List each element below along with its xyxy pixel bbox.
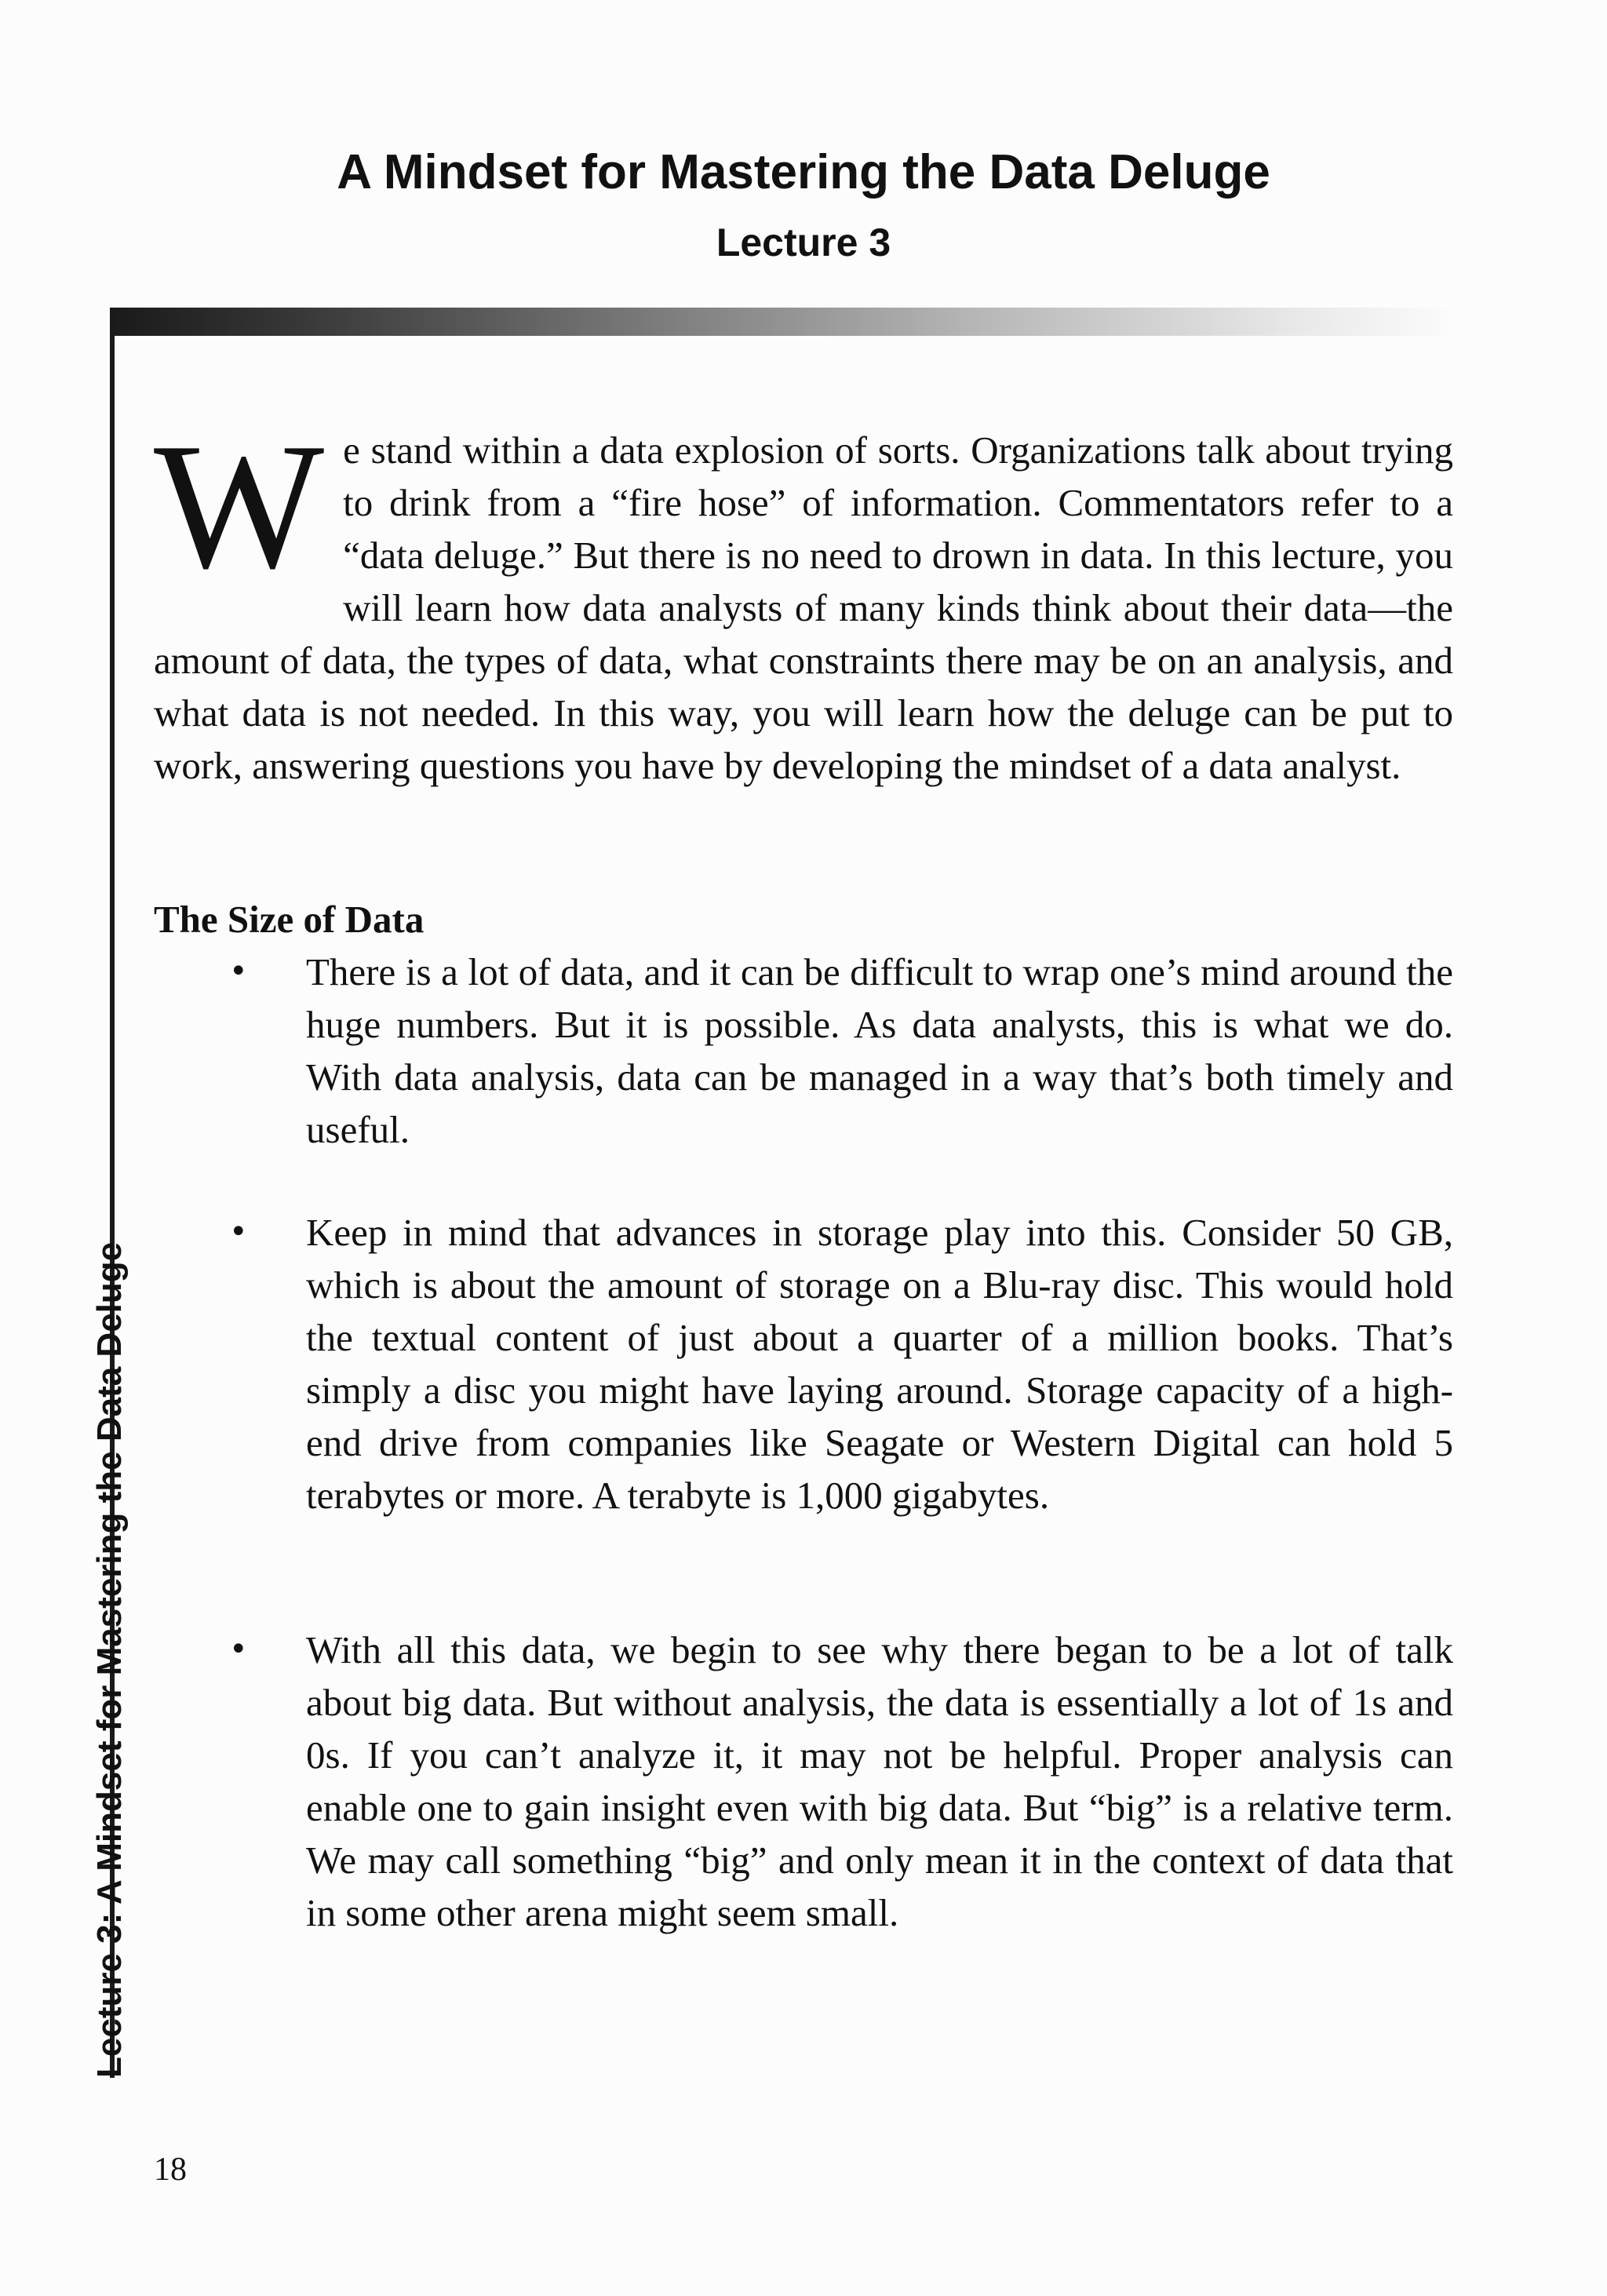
running-side-label: Lecture 3: A Mindset for Mastering the Data Deluge [90,1241,129,2078]
bullet-text: Keep in mind that advances in storage play into this. Consider 50 GB, which is about the amount of storage on a Blu-ray disc. This would hold the textual content of just about a quarter of a million books. That’s simply a disc you might have laying around. Storage capacity of a high-end drive from companies like Seagate or Western Digital can hold 5 terabytes or more. A terabyte is 1,000 gigabytes. [306,1211,1453,1517]
bullet-item [229,946,1453,1156]
bullet-icon: • [229,1631,248,1667]
drop-cap: W [154,406,325,606]
bullet-text: With all this data, we begin to see why there began to be a lot of talk about big data. But without analysis, the data is essentially a lot of 1s and 0s. If you can’t analyze it, it may not be helpful. Proper analysis can enable one to gain insight even with big data. But “big” is a relative term. We may call something “big” and only mean it in the context of data that in some other arena might seem small. [306,1628,1453,1934]
intro-text: e stand within a data explosion of sorts. Organizations talk about trying to drink from a “fire hose” of information. Commentators refer to a “data deluge.” But there is no need to drown in data. In this lecture, you will learn how data analysts of many kinds think about their data—the amount of data, the types of data, what constraints there may be on an analysis, and what data is not needed. In this way, you will learn how the deluge can be put to work, answering questions you have by developing the mindset of a data analyst. [154,428,1453,787]
intro-paragraph [154,406,1453,792]
header-gradient-rule [110,308,1456,336]
lecture-subtitle: Lecture 3 [716,220,891,264]
page-title: A Mindset for Mastering the Data Deluge [337,145,1270,199]
bullet-text: There is a lot of data, and it can be difficult to wrap one’s mind around the huge numbers. But it is possible. As data analysts, this is what we do. With data analysis, data can be managed in a way that’s both timely and useful. [306,950,1453,1151]
bullet-item [229,1624,1453,1939]
section-heading: The Size of Data [154,898,425,941]
page-number: 18 [154,2152,187,2188]
bullet-item [229,1206,1453,1522]
bullet-icon: • [229,953,248,989]
bullet-icon: • [229,1214,248,1250]
